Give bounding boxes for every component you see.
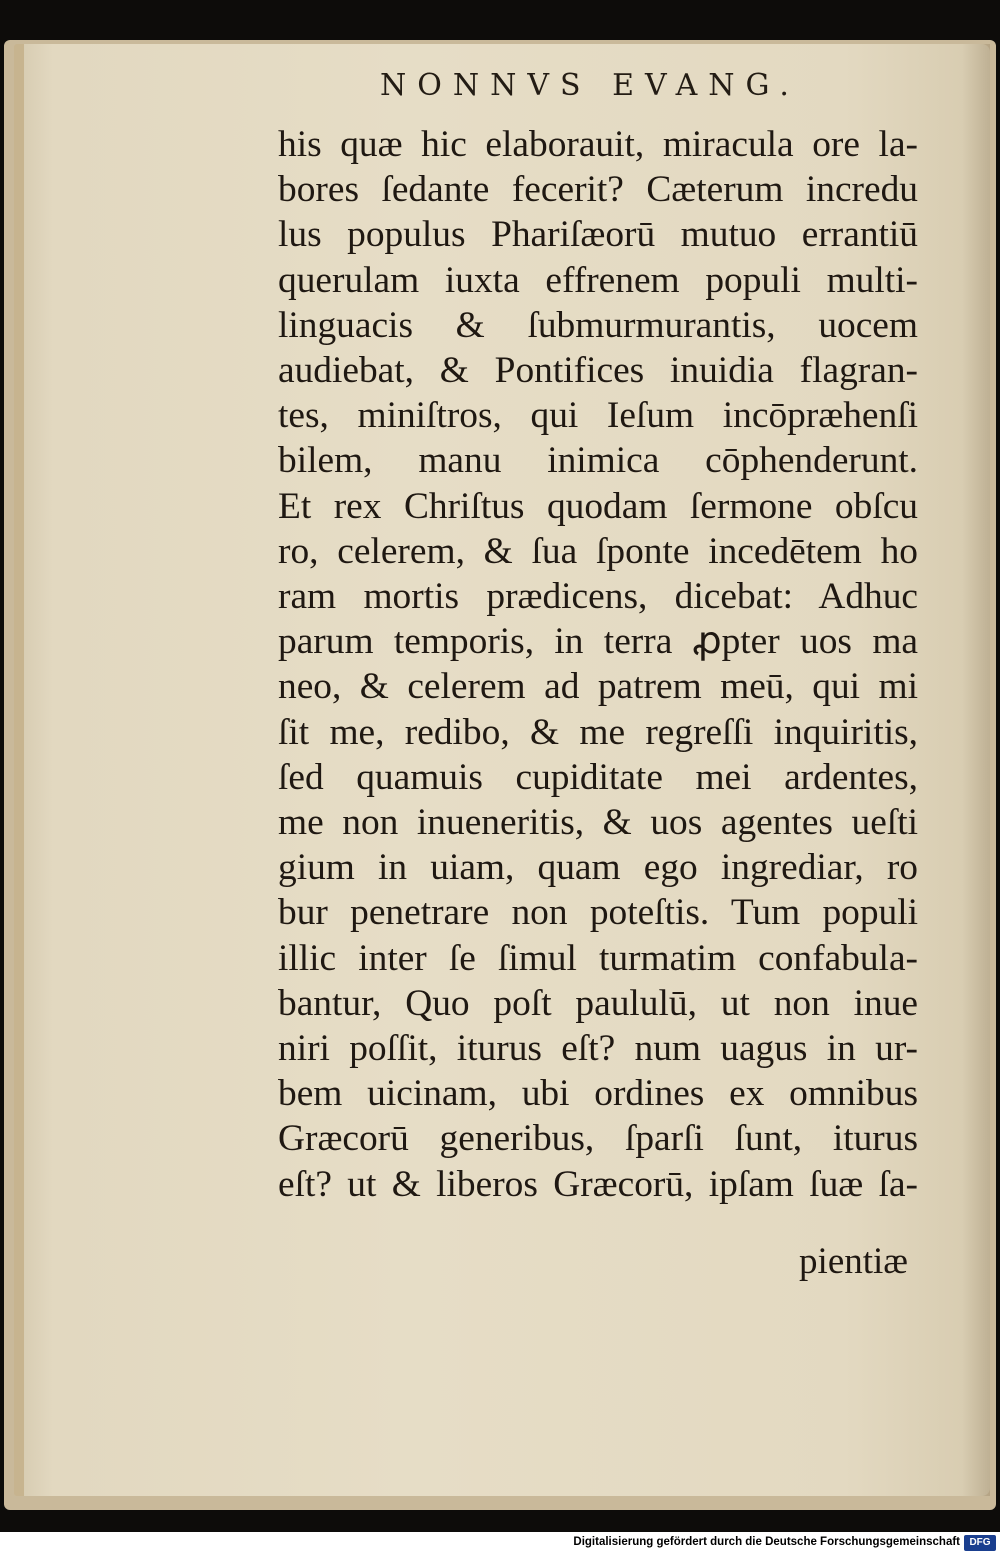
text-line: bem uicinam, ubi ordines ex omnibus: [278, 1073, 918, 1115]
text-line: gium in uiam, quam ego ingrediar, ro: [278, 847, 918, 889]
text-line: ſed quamuis cupiditate mei ardentes,: [278, 756, 918, 798]
text-line: eſt? ut & liberos Græcorū, ipſam ſuæ ſa-: [278, 1163, 918, 1205]
text-line: illic inter ſe ſimul turmatim confabula-: [278, 937, 918, 979]
text-line: me non inueneritis, & uos agentes ueſti: [278, 802, 918, 844]
footer-bar: [0, 1532, 1000, 1554]
funding-credit: Digitalisierung gefördert durch die Deutsche Forschungsgemeinschaft: [573, 1536, 960, 1548]
text-line: querulam iuxta effrenem populi multi-: [278, 259, 918, 301]
catchword: pientiæ: [799, 1241, 908, 1282]
text-line: audiebat, & Pontifices inuidia flagran-: [278, 350, 918, 392]
text-line: ram mortis prædicens, dicebat: Adhuc: [278, 576, 918, 618]
text-line: ſit me, redibo, & me regreſſi inquiritis,: [278, 711, 918, 753]
text-line: tes, miniſtros, qui Ieſum incōpræhenſi: [278, 395, 918, 437]
text-line: Et rex Chriſtus quodam ſermone obſcu: [278, 485, 918, 527]
text-line: linguacis & ſubmurmurantis, uocem: [278, 304, 918, 346]
text-line: bur penetrare non poteſtis. Tum populi: [278, 892, 918, 934]
body-text: [278, 122, 918, 1207]
page-edge: [962, 44, 990, 1496]
text-line: niri poſſit, iturus eſt? num uagus in ur-: [278, 1028, 918, 1070]
text-line: ro, celerem, & ſua ſponte incedētem ho: [278, 530, 918, 572]
text-line: bantur, Quo poſt paululū, ut non inue: [278, 982, 918, 1024]
running-head: NONNVS EVANG.: [380, 68, 800, 103]
text-line: Græcorū generibus, ſparſi ſunt, iturus: [278, 1118, 918, 1160]
text-line: parum temporis, in terra ꝓpter uos ma: [278, 621, 918, 663]
text-line: neo, & celerem ad patrem meū, qui mi: [278, 666, 918, 708]
text-line: lus populus Phariſæorū mutuo errantiū: [278, 214, 918, 256]
dfg-logo: DFG: [964, 1535, 996, 1551]
text-line: his quæ hic elaborauit, miracula ore la-: [278, 124, 918, 165]
text-line: bores ſedante fecerit? Cæterum incredu: [278, 169, 918, 211]
text-line: bilem, manu inimica cōphenderunt.: [278, 440, 918, 482]
